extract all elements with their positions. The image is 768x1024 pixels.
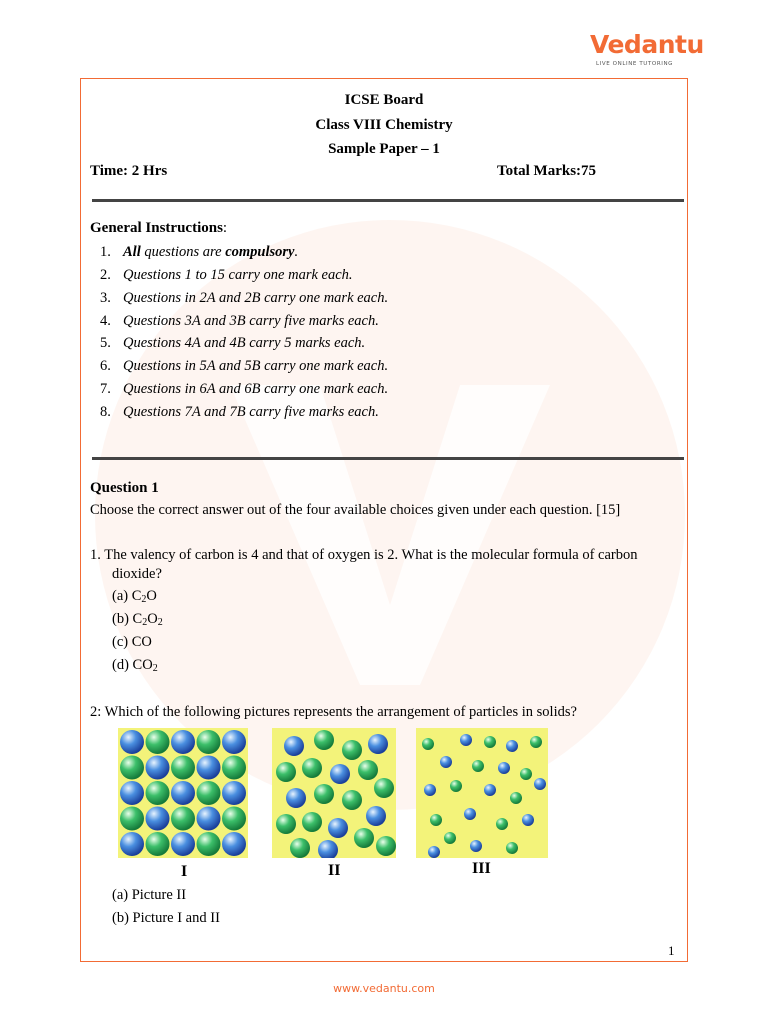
particle: [276, 814, 296, 834]
particle: [171, 807, 195, 831]
instruction-item: 2. Questions 1 to 15 carry one mark each.: [100, 267, 353, 283]
particle: [444, 832, 456, 844]
particle: [120, 807, 144, 831]
class-title: Class VIII Chemistry: [315, 117, 453, 133]
particle-picture-liquid: [272, 728, 396, 858]
particle: [222, 756, 246, 780]
answer-option-c: (c) CO: [112, 634, 152, 650]
particle: [314, 730, 334, 750]
particle: [197, 756, 221, 780]
question-text-continued: dioxide?: [112, 566, 162, 582]
particle: [284, 736, 304, 756]
particle: [424, 784, 436, 796]
particle: [146, 730, 170, 754]
picture-label: III: [472, 860, 491, 877]
particle: [302, 812, 322, 832]
question-instruction: Choose the correct answer out of the four available choices given under each question. [15]: [90, 502, 621, 518]
instruction-item: 5. Questions 4A and 4B carry 5 marks each.: [100, 335, 366, 351]
particle: [450, 780, 462, 792]
particle: [222, 781, 246, 805]
particle: [358, 760, 378, 780]
particle: [534, 778, 546, 790]
particle: [222, 832, 246, 856]
particle: [146, 807, 170, 831]
particle: [354, 828, 374, 848]
particle: [330, 764, 350, 784]
particle: [522, 814, 534, 826]
answer-option-b: (b) Picture I and II: [112, 910, 220, 926]
instruction-item: 3. Questions in 2A and 2B carry one mark each.: [100, 290, 389, 306]
particle: [171, 756, 195, 780]
picture-label: I: [181, 863, 188, 880]
instruction-item: 4. Questions 3A and 3B carry five marks each.: [100, 313, 379, 329]
particle: [366, 806, 386, 826]
instruction-item: 8. Questions 7A and 7B carry five marks each.: [100, 404, 379, 420]
particle: [498, 762, 510, 774]
question-text: 1. The valency of carbon is 4 and that of oxygen is 2. What is the molecular formula of carbon: [90, 547, 638, 563]
particle: [197, 781, 221, 805]
particle: [222, 730, 246, 754]
picture-label: II: [328, 862, 341, 879]
particle: [472, 760, 484, 772]
particle: [530, 736, 542, 748]
particle: [276, 762, 296, 782]
particle: [171, 832, 195, 856]
answer-option-a: (a) Picture II: [112, 887, 187, 903]
instruction-item: 7. Questions in 6A and 6B carry one mark each.: [100, 381, 389, 397]
particle: [146, 781, 170, 805]
logo-tagline: LIVE ONLINE TUTORING: [596, 61, 674, 67]
logo-wordmark: Vedantu: [590, 30, 704, 59]
particle: [484, 784, 496, 796]
particle: [197, 730, 221, 754]
particle: [368, 734, 388, 754]
instructions-heading: General Instructions:: [90, 220, 228, 236]
particle: [422, 738, 434, 750]
particle: [302, 758, 322, 778]
instruction-item: 6. Questions in 5A and 5B carry one mark each.: [100, 358, 389, 374]
particle: [222, 807, 246, 831]
particle: [197, 807, 221, 831]
particle: [374, 778, 394, 798]
particle: [171, 781, 195, 805]
particle: [120, 730, 144, 754]
particle: [460, 734, 472, 746]
particle: [510, 792, 522, 804]
particle: [120, 832, 144, 856]
particle: [197, 832, 221, 856]
particle: [470, 840, 482, 852]
particle: [440, 756, 452, 768]
particle: [146, 756, 170, 780]
time-label: Time: 2 Hrs: [90, 163, 168, 179]
particle: [496, 818, 508, 830]
particle: [430, 814, 442, 826]
particle: [342, 740, 362, 760]
total-marks: Total Marks:75: [497, 163, 597, 179]
particle: [171, 730, 195, 754]
answer-option-b: (b) $C_2O_2$: [112, 611, 163, 628]
particle: [290, 838, 310, 858]
particle: [120, 781, 144, 805]
particle: [520, 768, 532, 780]
board-title: ICSE Board: [344, 92, 424, 108]
particle: [146, 832, 170, 856]
particle-picture-gas: [416, 728, 548, 858]
footer-url[interactable]: www.vedantu.com: [333, 982, 435, 995]
paper-title: Sample Paper – 1: [328, 141, 440, 157]
particle: [464, 808, 476, 820]
particle: [120, 756, 144, 780]
page-number: 1: [668, 943, 675, 958]
particle: [506, 842, 518, 854]
instruction-item: 1. All questions are compulsory.: [100, 244, 299, 260]
particle: [342, 790, 362, 810]
particle: [376, 836, 396, 856]
particle: [328, 818, 348, 838]
particle: [286, 788, 306, 808]
answer-option-a: (a) $C_2O$: [112, 588, 157, 605]
divider: [92, 457, 684, 460]
particle: [314, 784, 334, 804]
answer-option-d: (d) $CO_2$: [112, 657, 158, 674]
particle-picture-solid: [118, 728, 248, 858]
question-title: Question 1: [90, 480, 159, 496]
particle: [484, 736, 496, 748]
particle: [506, 740, 518, 752]
divider: [92, 199, 684, 202]
particle: [428, 846, 440, 858]
vedantu-logo: [590, 30, 704, 72]
question-text: 2: Which of the following pictures represents the arrangement of particles in solids?: [90, 704, 577, 720]
